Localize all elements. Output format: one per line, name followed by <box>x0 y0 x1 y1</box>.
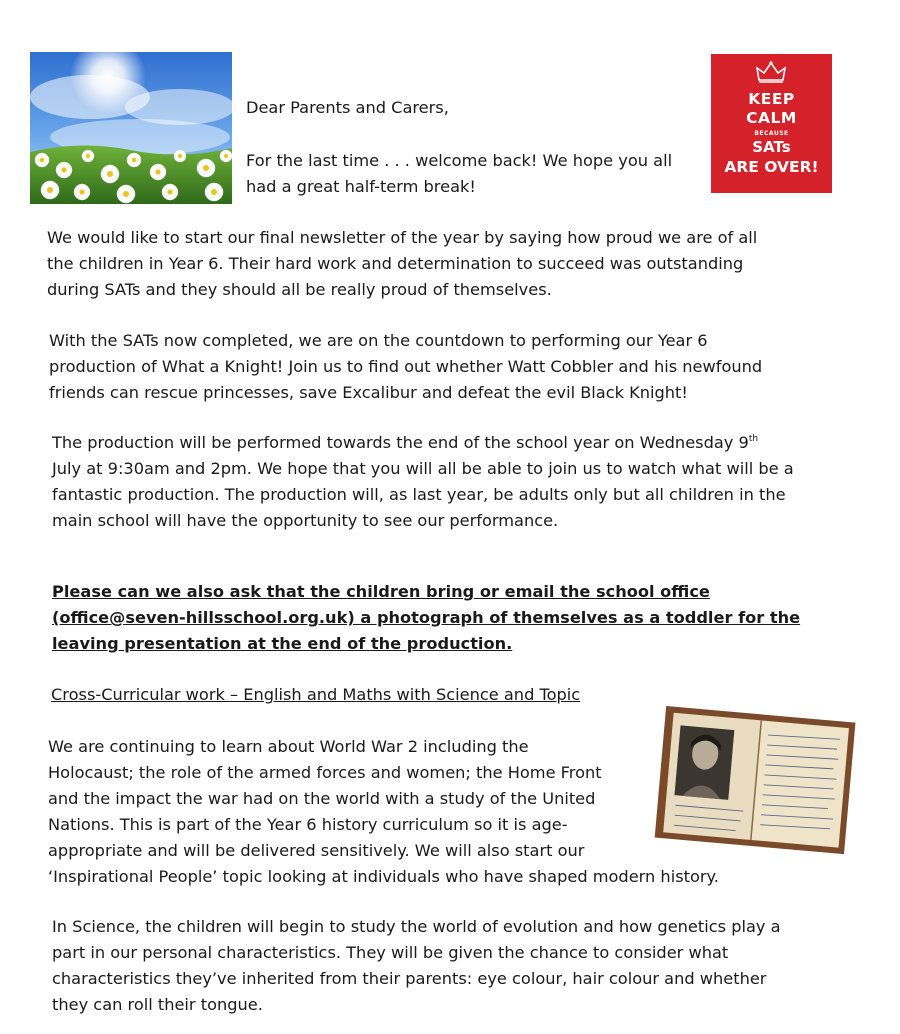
poster-line-calm: CALM <box>746 109 797 127</box>
ordinal-suffix: th <box>748 434 759 444</box>
paragraph-line: during SATs and they should all be really proud of themselves. <box>47 280 552 299</box>
poster-line-over: ARE OVER! <box>724 158 819 176</box>
paragraph-production <box>49 328 762 406</box>
paragraph-line: main school will have the opportunity to see our performance. <box>52 511 559 530</box>
section-heading-text: Cross-Curricular work – English and Maths with Science and Topic <box>51 685 581 704</box>
crown-icon <box>755 60 787 84</box>
paragraph-line: friends can rescue princesses, save Excalibur and defeat the evil Black Knight! <box>49 383 688 402</box>
paragraph-line: production of What a Knight! Join us to find out whether Watt Cobbler and his newfound <box>49 357 763 376</box>
photo-request-notice <box>52 579 800 657</box>
paragraph-line: appropriate and will be delivered sensitively. We will also start our <box>48 841 585 860</box>
paragraph-science <box>52 914 781 1018</box>
daisy-sky-photo <box>30 52 232 204</box>
notice-line: (office@seven-hillsschool.org.uk) a photograph of themselves as a toddler for the <box>52 608 801 627</box>
paragraph-line: July at 9:30am and 2pm. We hope that you will all be able to join us to watch what will be a <box>52 459 794 478</box>
greeting-line: Dear Parents and Carers, <box>246 98 449 117</box>
paragraph-line: characteristics they’ve inherited from their parents: eye colour, hair colour and whether <box>52 969 767 988</box>
date-text: The production will be performed towards the end of the school year on Wednesday 9 <box>52 433 749 452</box>
poster-line-sats: SATs <box>752 138 791 156</box>
paragraph-pride <box>47 225 757 303</box>
paragraph-line: part in our personal characteristics. They will be given the chance to consider what <box>52 943 729 962</box>
welcome-line: had a great half-term break! <box>246 177 476 196</box>
diary-photo <box>648 700 860 862</box>
welcome-line: For the last time . . . welcome back! We hope you all <box>246 151 673 170</box>
paragraph-line: the children in Year 6. Their hard work and determination to succeed was outstanding <box>47 254 744 273</box>
paragraph-line: With the SATs now completed, we are on the countdown to performing our Year 6 <box>49 331 708 350</box>
paragraph-history <box>48 734 719 890</box>
notice-line: Please can we also ask that the children bring or email the school office <box>52 582 710 601</box>
keep-calm-poster <box>711 54 832 193</box>
paragraph-line: and the impact the war had on the world with a study of the United <box>48 789 596 808</box>
paragraph-line: We would like to start our final newsletter of the year by saying how proud we are of all <box>47 228 758 247</box>
paragraph-line: fantastic production. The production will, as last year, be adults only but all children in the <box>52 485 786 504</box>
welcome-text <box>246 148 672 200</box>
paragraph-line: Nations. This is part of the Year 6 history curriculum so it is age- <box>48 815 568 834</box>
notice-line: leaving presentation at the end of the production. <box>52 634 513 653</box>
paragraph-line: Holocaust; the role of the armed forces and women; the Home Front <box>48 763 602 782</box>
paragraph-line: We are continuing to learn about World War 2 including the <box>48 737 529 756</box>
poster-line-keep: KEEP <box>748 90 795 108</box>
paragraph-line: they can roll their tongue. <box>52 995 263 1014</box>
paragraph-line <box>52 430 794 456</box>
paragraph-performance-date <box>52 430 794 534</box>
poster-line-because: BECAUSE <box>754 130 789 137</box>
section-heading <box>51 682 580 708</box>
greeting <box>246 95 449 121</box>
paragraph-line: In Science, the children will begin to study the world of evolution and how genetics play a <box>52 917 781 936</box>
paragraph-line: ‘Inspirational People’ topic looking at individuals who have shaped modern history. <box>48 867 719 886</box>
